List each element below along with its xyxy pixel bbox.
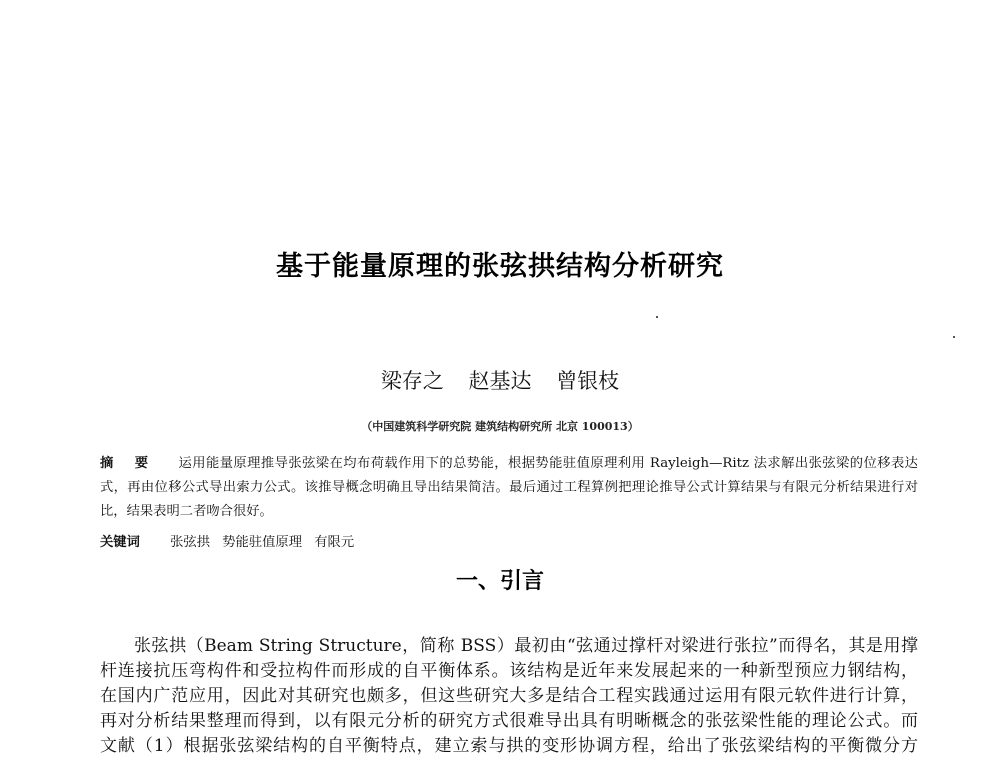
author-list — [0, 365, 1000, 397]
body-paragraph — [100, 634, 918, 759]
keyword-item: 张弦拱 — [170, 535, 211, 550]
author-name: 梁存之 — [380, 369, 444, 393]
abstract-text: 运用能量原理推导张弦梁在均布荷载作用下的总势能，根据势能驻值原理利用 Rayleigh—Ritz 法求解出张弦梁的位移表达式，再由位移公式导出索力公式。该推导概念明确且导出结果简洁。最后通过工程算例把理论推导公式计算结果与有限元分析结果进行对比，结果表明二者吻合很好。 — [100, 456, 918, 519]
scan-speck — [953, 336, 955, 338]
author-name: 赵基达 — [468, 369, 532, 393]
body-line: 杆连接抗压弯构件和受拉构件而形成的自平衡体系。该结构是近年来发展起来的一种新型预应力钢结构， — [100, 661, 918, 681]
body-line: 文献（1）根据张弦梁结构的自平衡特点，建立索与拱的变形协调方程，给出了张弦梁结构的平衡微分方 — [100, 736, 918, 756]
keywords-label: 关键词 — [100, 535, 140, 550]
body-line: 在国内广范应用，因此对其研究也颇多，但这些研究大多是结合工程实践通过运用有限元软件进行计算， — [100, 686, 918, 706]
keywords — [100, 531, 918, 555]
abstract — [100, 452, 918, 524]
keyword-item: 有限元 — [314, 535, 355, 550]
section-heading: 一、引言 — [455, 569, 544, 594]
abstract-label: 摘 要 — [100, 456, 157, 471]
body-line: 再对分析结果整理而得到，以有限元分析的研究方式很难导出具有明晰概念的张弦梁性能的理论公式。而 — [100, 711, 918, 731]
body-line: 张弦拱（Beam String Structure，简称 BSS）最初由“弦通过撑杆对梁进行张拉”而得名，其是用撑 — [134, 636, 918, 656]
paper-title: 基于能量原理的张弦拱结构分析研究 — [276, 251, 724, 282]
author-name: 曾银枝 — [556, 369, 620, 393]
affiliation: （中国建筑科学研究院 建筑结构研究所 北京 100013） — [361, 420, 639, 433]
scan-speck — [656, 316, 658, 318]
keyword-item: 势能驻值原理 — [222, 535, 303, 550]
